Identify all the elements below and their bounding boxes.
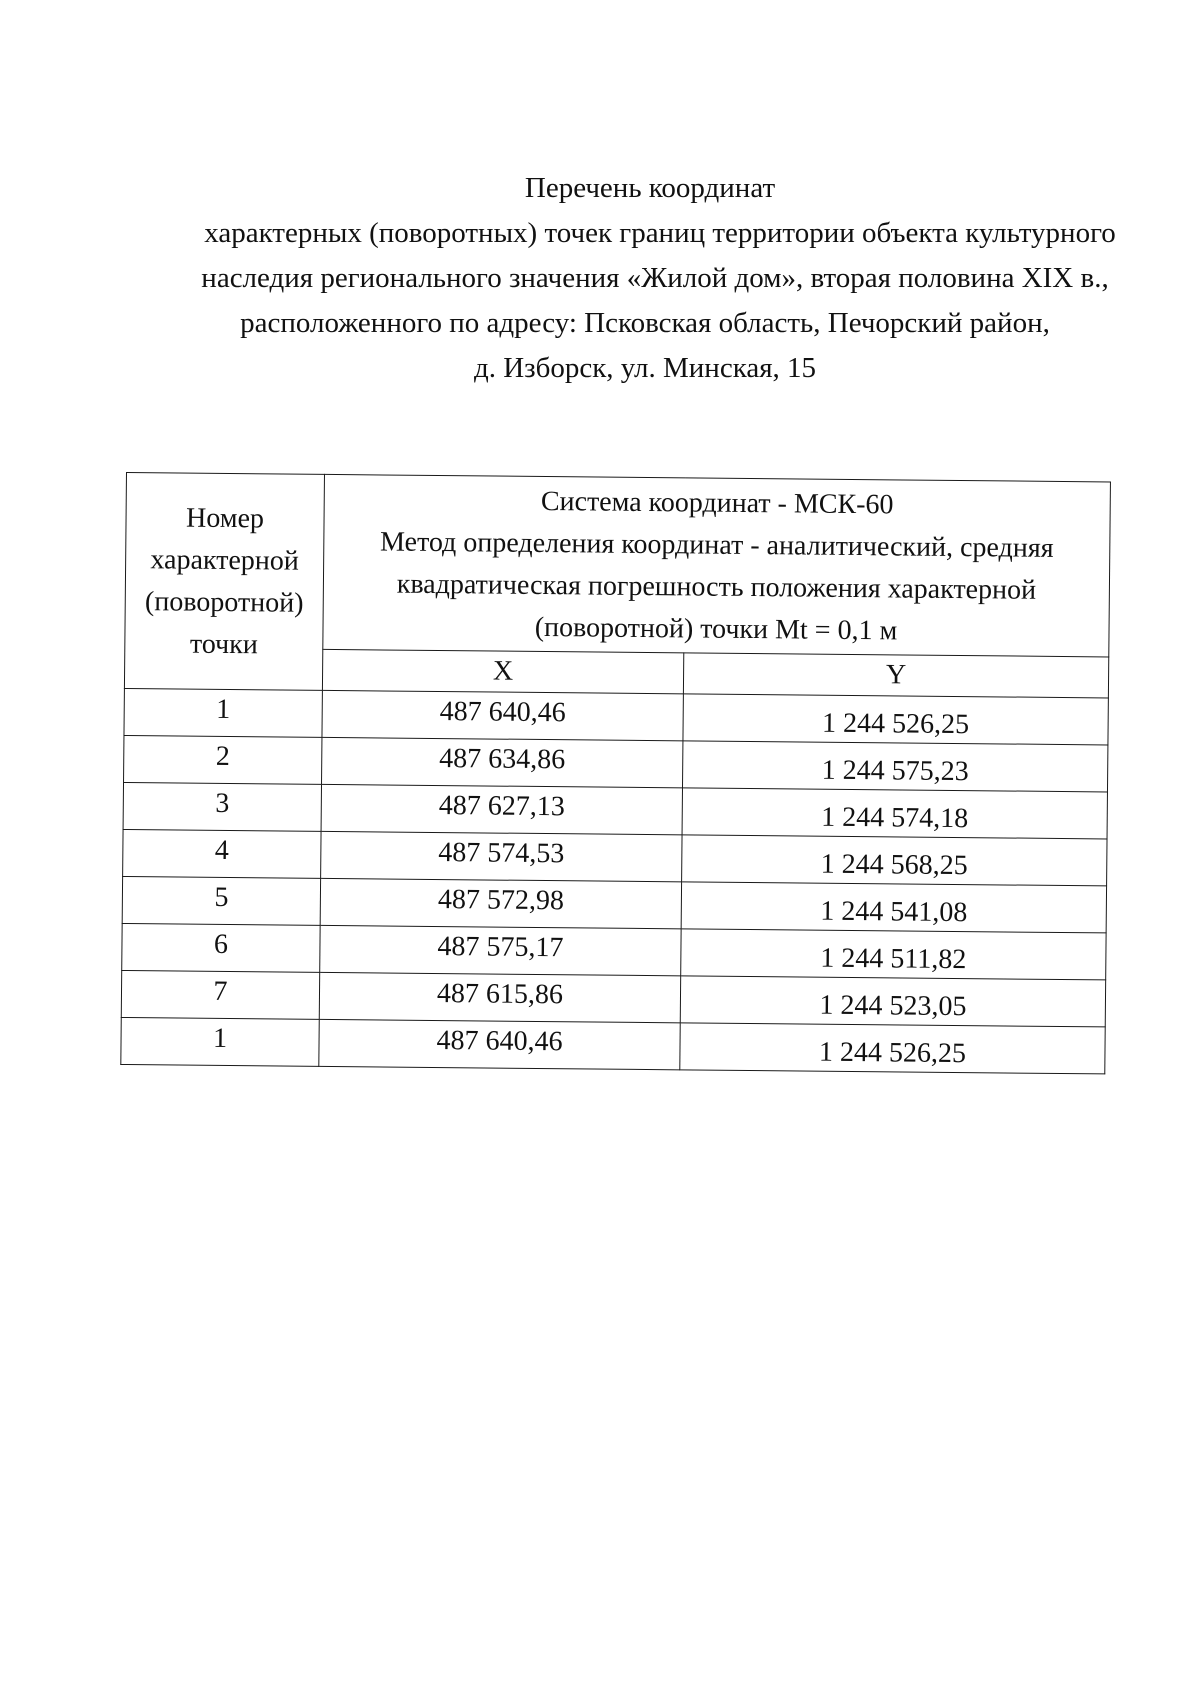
table-header-row — [125, 473, 1111, 657]
x-coordinate-cell: 487 634,86 — [322, 737, 683, 787]
point-number-cell: 2 — [124, 735, 322, 784]
x-coordinate-cell: 487 640,46 — [322, 690, 683, 740]
y-coordinate-cell: 1 244 523,05 — [680, 976, 1105, 1027]
title-line: наследия регионального значения «Жилой дом», вторая половина XIX в., — [201, 262, 1109, 294]
point-number-cell: 6 — [122, 923, 320, 972]
y-coordinate-cell: 1 244 574,18 — [682, 788, 1107, 839]
coordinates-table — [120, 472, 1111, 1074]
x-coordinate-cell: 487 640,46 — [319, 1019, 680, 1069]
point-number-cell: 1 — [124, 688, 322, 737]
header-line: Система координат - МСК-60 — [540, 485, 894, 521]
x-coordinate-cell: 487 575,17 — [320, 925, 681, 975]
y-coordinate-cell: 1 244 526,25 — [683, 694, 1108, 745]
y-coordinate-cell: 1 244 541,08 — [681, 882, 1106, 933]
title-line: Перечень координат — [524, 172, 776, 204]
x-column-header: X — [322, 649, 683, 693]
header-line: квадратическая погрешность положения характерной — [396, 568, 1037, 606]
header-line: Метод определения координат - аналитический, средняя — [379, 526, 1054, 564]
y-coordinate-cell: 1 244 511,82 — [681, 929, 1106, 980]
x-coordinate-cell: 487 615,86 — [319, 972, 680, 1022]
coordinate-system-header — [323, 474, 1111, 657]
y-coordinate-cell: 1 244 575,23 — [682, 741, 1107, 792]
header-line: Номер — [185, 502, 265, 534]
x-coordinate-cell: 487 627,13 — [321, 784, 682, 834]
table-row — [121, 1017, 1105, 1073]
point-number-cell: 5 — [122, 876, 320, 925]
y-column-header: Y — [683, 653, 1108, 698]
y-coordinate-cell: 1 244 526,25 — [680, 1023, 1105, 1074]
point-number-cell: 4 — [123, 829, 321, 878]
point-number-cell: 3 — [123, 782, 321, 831]
point-number-header — [124, 473, 324, 691]
y-coordinate-cell: 1 244 568,25 — [682, 835, 1107, 886]
header-line: точки — [189, 628, 258, 660]
x-coordinate-cell: 487 572,98 — [320, 878, 681, 928]
point-number-cell: 7 — [121, 970, 319, 1019]
header-line: (поворотной) точки Mt = 0,1 м — [534, 611, 898, 647]
title-line: расположенного по адресу: Псковская область, Печорский район, — [240, 307, 1050, 339]
x-coordinate-cell: 487 574,53 — [321, 831, 682, 881]
document-title — [140, 166, 1120, 391]
title-line: характерных (поворотных) точек границ территории объекта культурного — [204, 217, 1116, 249]
header-line: (поворотной) — [144, 585, 304, 619]
title-line: д. Изборск, ул. Минская, 15 — [473, 352, 817, 384]
header-line: характерной — [150, 543, 299, 577]
point-number-cell: 1 — [121, 1017, 319, 1066]
